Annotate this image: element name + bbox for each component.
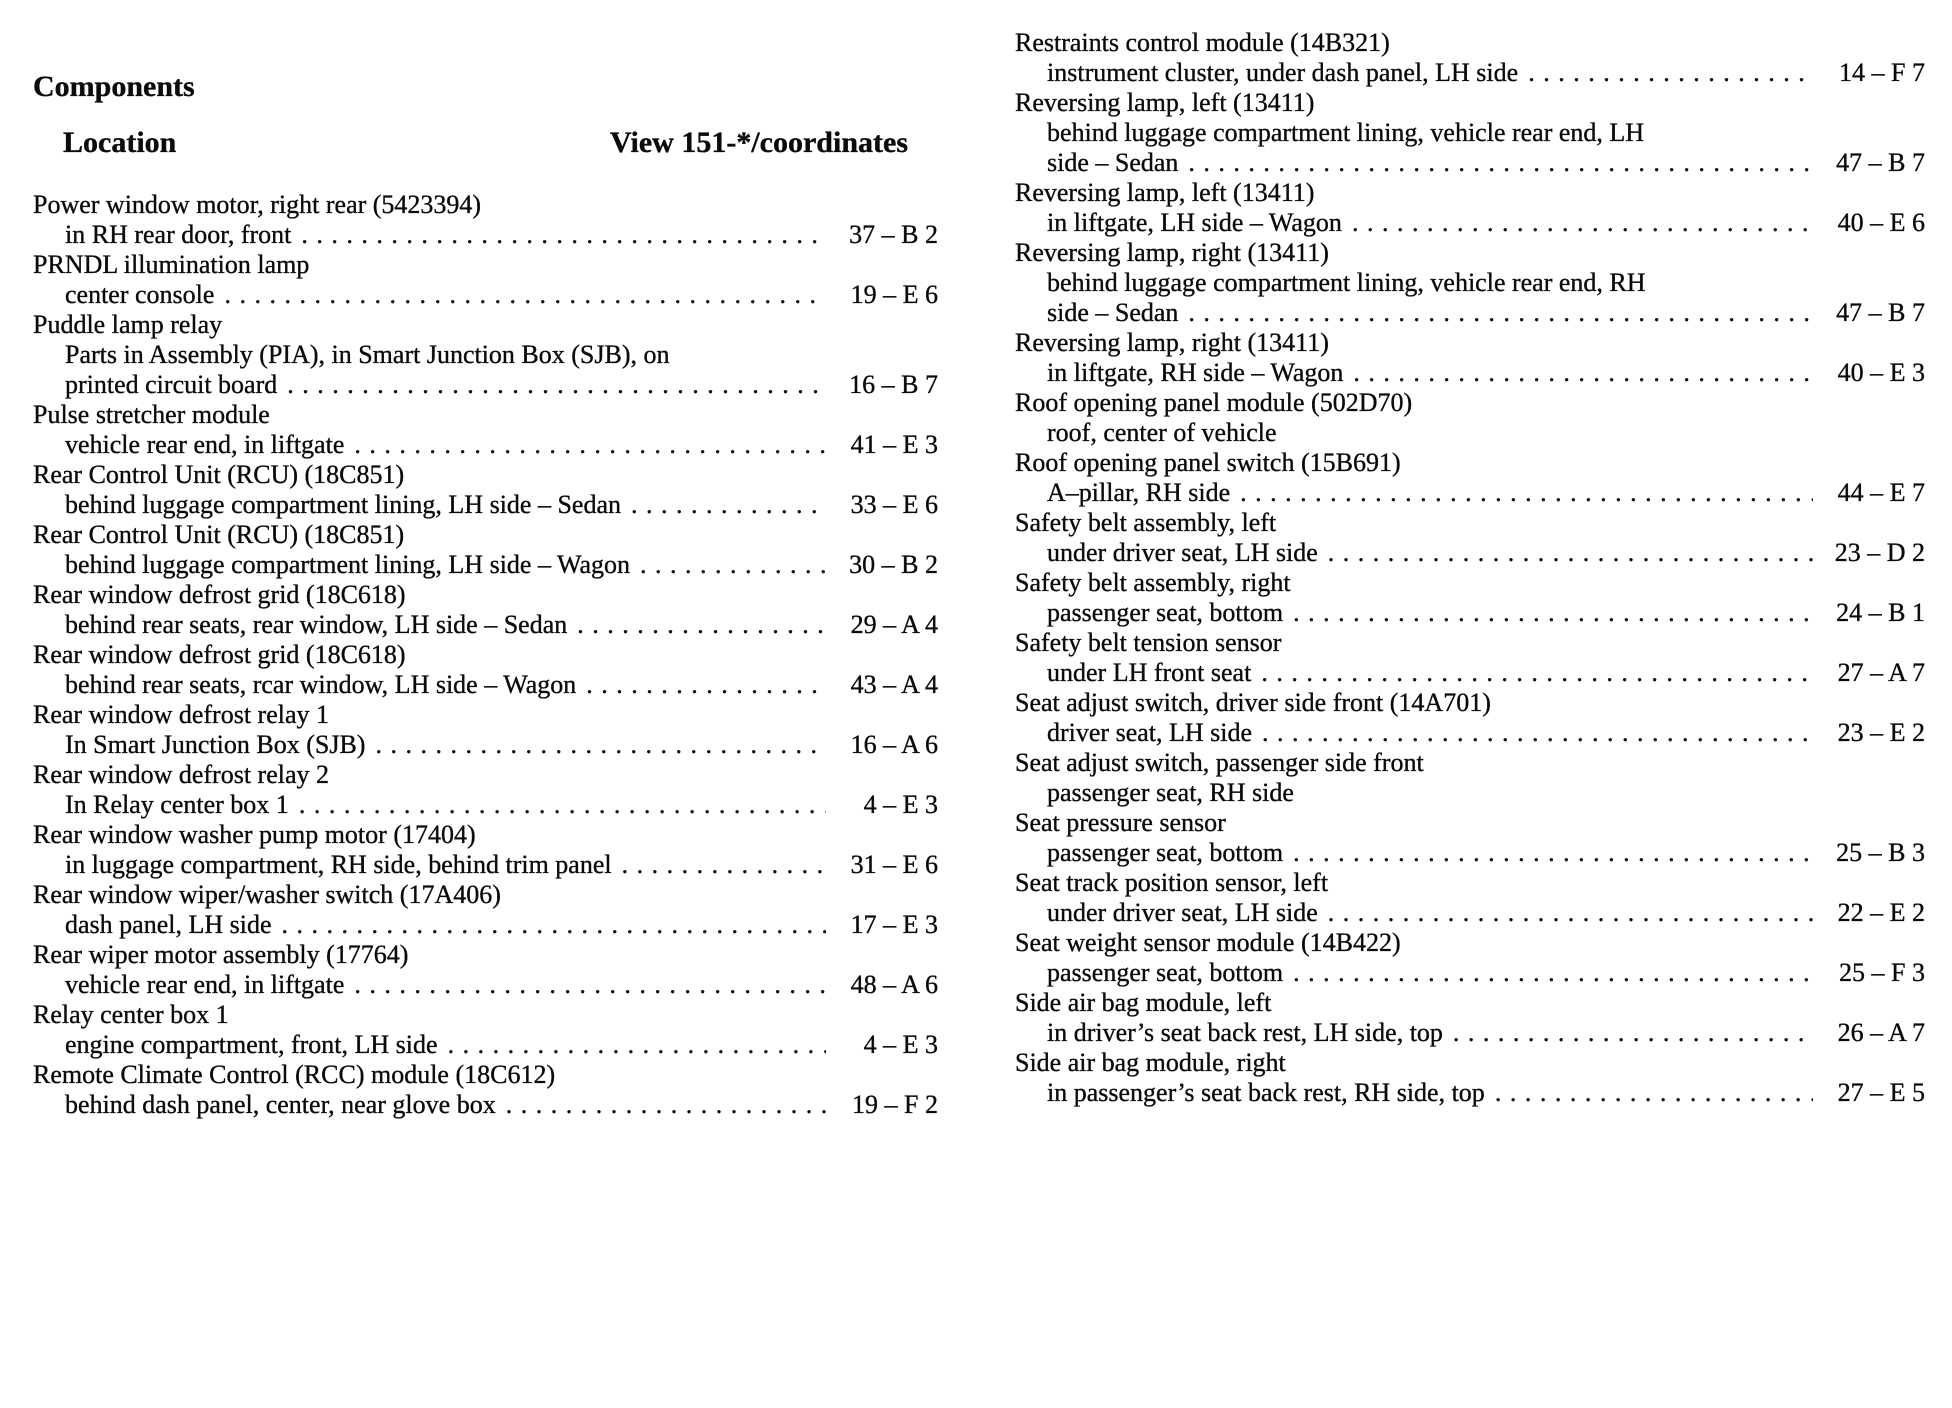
dotted-leader bbox=[224, 280, 826, 310]
component-entry bbox=[1015, 748, 1925, 808]
grid-coordinate: 16 – B 7 bbox=[849, 370, 938, 399]
location-text: passenger seat, bottom bbox=[1047, 838, 1284, 867]
component-list-right bbox=[1015, 28, 1925, 1108]
location-text: A–pillar, RH side bbox=[1047, 478, 1231, 507]
dotted-leader bbox=[1495, 1078, 1813, 1108]
location-text: in liftgate, RH side – Wagon bbox=[1047, 358, 1344, 387]
component-location-line bbox=[33, 430, 938, 460]
location-text: behind luggage compartment lining, LH side – Wagon bbox=[65, 550, 630, 579]
right-column bbox=[1015, 0, 1925, 1108]
component-entry bbox=[1015, 238, 1925, 328]
component-name: Restraints control module (14B321) bbox=[1015, 28, 1390, 57]
component-entry bbox=[1015, 688, 1925, 748]
grid-coordinate: 4 – E 3 bbox=[863, 1030, 938, 1059]
component-entry bbox=[33, 760, 938, 820]
component-entry bbox=[33, 820, 938, 880]
component-entry bbox=[1015, 388, 1925, 448]
component-entry bbox=[33, 190, 938, 250]
component-location-line bbox=[33, 910, 938, 940]
dotted-leader bbox=[622, 850, 826, 880]
dotted-leader bbox=[1293, 958, 1813, 988]
dotted-leader bbox=[577, 610, 826, 640]
location-text: passenger seat, RH side bbox=[1047, 778, 1294, 807]
component-name: Relay center box 1 bbox=[33, 1000, 229, 1029]
location-text: under LH front seat bbox=[1047, 658, 1252, 687]
component-location-line bbox=[33, 1030, 938, 1060]
component-entry bbox=[33, 880, 938, 940]
grid-coordinate: 23 – D 2 bbox=[1834, 538, 1925, 567]
grid-coordinate: 26 – A 7 bbox=[1837, 1018, 1925, 1047]
component-name: Rear window defrost grid (18C618) bbox=[33, 580, 406, 609]
component-entry bbox=[1015, 88, 1925, 178]
location-text: vehicle rear end, in liftgate bbox=[65, 970, 345, 999]
component-location-line bbox=[1015, 1078, 1925, 1108]
component-name: PRNDL illumination lamp bbox=[33, 250, 310, 279]
dotted-leader bbox=[586, 670, 826, 700]
component-location-line bbox=[33, 220, 938, 250]
component-location-line bbox=[33, 970, 938, 1000]
location-text: passenger seat, bottom bbox=[1047, 958, 1284, 987]
component-location-line bbox=[33, 340, 938, 370]
location-text: In Smart Junction Box (SJB) bbox=[65, 730, 366, 759]
location-text: in RH rear door, front bbox=[65, 220, 292, 249]
grid-coordinate: 40 – E 6 bbox=[1837, 208, 1925, 237]
grid-coordinate: 30 – B 2 bbox=[849, 550, 938, 579]
component-name: Seat weight sensor module (14B422) bbox=[1015, 928, 1401, 957]
component-name: Rear Control Unit (RCU) (18C851) bbox=[33, 520, 405, 549]
component-name: Side air bag module, right bbox=[1015, 1048, 1286, 1077]
grid-coordinate: 27 – E 5 bbox=[1837, 1078, 1925, 1107]
dotted-leader bbox=[375, 730, 826, 760]
grid-coordinate: 25 – F 3 bbox=[1839, 958, 1925, 987]
grid-coordinate: 43 – A 4 bbox=[850, 670, 938, 699]
dotted-leader bbox=[299, 790, 826, 820]
location-text: behind luggage compartment lining, LH side – Sedan bbox=[65, 490, 621, 519]
grid-coordinate: 25 – B 3 bbox=[1836, 838, 1925, 867]
component-entry bbox=[1015, 628, 1925, 688]
component-name: Reversing lamp, left (13411) bbox=[1015, 88, 1315, 117]
location-text: behind luggage compartment lining, vehicle rear end, LH bbox=[1047, 118, 1645, 147]
component-entry bbox=[33, 250, 938, 310]
dotted-leader bbox=[282, 910, 826, 940]
grid-coordinate: 27 – A 7 bbox=[1837, 658, 1925, 687]
location-text: in luggage compartment, RH side, behind trim panel bbox=[65, 850, 612, 879]
location-text: instrument cluster, under dash panel, LH side bbox=[1047, 58, 1519, 87]
location-text: Parts in Assembly (PIA), in Smart Junction Box (SJB), on bbox=[65, 340, 670, 369]
location-text: behind dash panel, center, near glove box bbox=[65, 1090, 496, 1119]
component-name: Rear window defrost grid (18C618) bbox=[33, 640, 406, 669]
location-text: side – Sedan bbox=[1047, 298, 1179, 327]
grid-coordinate: 47 – B 7 bbox=[1836, 148, 1925, 177]
component-entry bbox=[33, 520, 938, 580]
dotted-leader bbox=[1528, 58, 1813, 88]
component-location-line bbox=[1015, 538, 1925, 568]
component-name: Power window motor, right rear (5423394) bbox=[33, 190, 482, 219]
location-text: in driver’s seat back rest, LH side, top bbox=[1047, 1018, 1443, 1047]
component-location-line bbox=[33, 1090, 938, 1120]
dotted-leader bbox=[287, 370, 826, 400]
component-name: Roof opening panel module (502D70) bbox=[1015, 388, 1413, 417]
components-heading: Components bbox=[33, 70, 195, 103]
component-location-line bbox=[33, 670, 938, 700]
component-name: Rear window wiper/washer switch (17A406) bbox=[33, 880, 501, 909]
component-name: Safety belt assembly, right bbox=[1015, 568, 1291, 597]
dotted-leader bbox=[1328, 538, 1813, 568]
component-location-line bbox=[33, 490, 938, 520]
grid-coordinate: 17 – E 3 bbox=[850, 910, 938, 939]
component-entry bbox=[33, 1000, 938, 1060]
component-name: Seat adjust switch, driver side front (14A701) bbox=[1015, 688, 1491, 717]
dotted-leader bbox=[354, 970, 826, 1000]
dotted-leader bbox=[301, 220, 826, 250]
dotted-leader bbox=[354, 430, 826, 460]
location-text: printed circuit board bbox=[65, 370, 278, 399]
component-location-line bbox=[1015, 718, 1925, 748]
location-heading: Location bbox=[63, 126, 177, 159]
dotted-leader bbox=[640, 550, 826, 580]
component-entry bbox=[1015, 328, 1925, 388]
component-location-line bbox=[1015, 208, 1925, 238]
component-location-line bbox=[1015, 658, 1925, 688]
component-name: Remote Climate Control (RCC) module (18C612) bbox=[33, 1060, 556, 1089]
component-name: Rear window defrost relay 1 bbox=[33, 700, 330, 729]
component-location-line bbox=[1015, 418, 1925, 448]
grid-coordinate: 44 – E 7 bbox=[1837, 478, 1925, 507]
component-name: Rear window defrost relay 2 bbox=[33, 760, 330, 789]
location-text: side – Sedan bbox=[1047, 148, 1179, 177]
dotted-leader bbox=[1352, 208, 1813, 238]
location-text: behind luggage compartment lining, vehicle rear end, RH bbox=[1047, 268, 1646, 297]
dotted-leader bbox=[1293, 598, 1813, 628]
component-location-line bbox=[1015, 148, 1925, 178]
grid-coordinate: 19 – F 2 bbox=[852, 1090, 938, 1119]
grid-coordinate: 24 – B 1 bbox=[1836, 598, 1925, 627]
grid-coordinate: 33 – E 6 bbox=[850, 490, 938, 519]
dotted-leader bbox=[1328, 898, 1813, 928]
component-location-line bbox=[1015, 838, 1925, 868]
grid-coordinate: 37 – B 2 bbox=[849, 220, 938, 249]
grid-coordinate: 22 – E 2 bbox=[1837, 898, 1925, 927]
grid-coordinate: 23 – E 2 bbox=[1837, 718, 1925, 747]
component-name: Reversing lamp, right (13411) bbox=[1015, 238, 1329, 267]
component-name: Safety belt tension sensor bbox=[1015, 628, 1282, 657]
component-entry bbox=[1015, 868, 1925, 928]
component-entry bbox=[33, 700, 938, 760]
component-name: Rear wiper motor assembly (17764) bbox=[33, 940, 409, 969]
component-entry bbox=[1015, 568, 1925, 628]
component-entry bbox=[1015, 1048, 1925, 1108]
dotted-leader bbox=[448, 1030, 826, 1060]
component-entry bbox=[33, 310, 938, 400]
component-location-line bbox=[1015, 598, 1925, 628]
dotted-leader bbox=[506, 1090, 826, 1120]
component-entry bbox=[1015, 448, 1925, 508]
component-name: Safety belt assembly, left bbox=[1015, 508, 1277, 537]
dotted-leader bbox=[631, 490, 826, 520]
location-text: under driver seat, LH side bbox=[1047, 538, 1318, 567]
location-text: engine compartment, front, LH side bbox=[65, 1030, 438, 1059]
component-entry bbox=[1015, 988, 1925, 1048]
dotted-leader bbox=[1188, 148, 1813, 178]
dotted-leader bbox=[1293, 838, 1813, 868]
component-name: Seat track position sensor, left bbox=[1015, 868, 1329, 897]
component-location-line bbox=[1015, 958, 1925, 988]
component-entry bbox=[1015, 508, 1925, 568]
dotted-leader bbox=[1262, 718, 1813, 748]
component-name: Seat pressure sensor bbox=[1015, 808, 1226, 837]
component-location-line bbox=[1015, 358, 1925, 388]
component-location-line bbox=[33, 790, 938, 820]
grid-coordinate: 4 – E 3 bbox=[863, 790, 938, 819]
location-text: under driver seat, LH side bbox=[1047, 898, 1318, 927]
component-location-line bbox=[33, 550, 938, 580]
location-text: center console bbox=[65, 280, 215, 309]
location-text: in passenger’s seat back rest, RH side, top bbox=[1047, 1078, 1485, 1107]
component-location-line bbox=[1015, 118, 1925, 148]
dotted-leader bbox=[1240, 478, 1813, 508]
grid-coordinate: 31 – E 6 bbox=[850, 850, 938, 879]
grid-coordinate: 19 – E 6 bbox=[850, 280, 938, 309]
location-text: vehicle rear end, in liftgate bbox=[65, 430, 345, 459]
component-location-line bbox=[33, 850, 938, 880]
location-text: behind rear seats, rcar window, LH side – Wagon bbox=[65, 670, 577, 699]
component-entry bbox=[33, 460, 938, 520]
grid-coordinate: 14 – F 7 bbox=[1839, 58, 1925, 87]
component-name: Side air bag module, left bbox=[1015, 988, 1272, 1017]
component-name: Seat adjust switch, passenger side front bbox=[1015, 748, 1424, 777]
component-location-line bbox=[1015, 478, 1925, 508]
component-entry bbox=[1015, 928, 1925, 988]
component-entry bbox=[33, 400, 938, 460]
component-location-line bbox=[33, 730, 938, 760]
component-location-line bbox=[33, 610, 938, 640]
component-location-line bbox=[1015, 1018, 1925, 1048]
component-name: Reversing lamp, left (13411) bbox=[1015, 178, 1315, 207]
grid-coordinate: 16 – A 6 bbox=[850, 730, 938, 759]
view-coordinates-heading: View 151-*/coordinates bbox=[609, 126, 908, 159]
location-text: passenger seat, bottom bbox=[1047, 598, 1284, 627]
component-entry bbox=[33, 940, 938, 1000]
location-text: roof, center of vehicle bbox=[1047, 418, 1277, 447]
component-entry bbox=[33, 640, 938, 700]
component-location-line bbox=[1015, 268, 1925, 298]
component-location-line bbox=[1015, 298, 1925, 328]
location-text: behind rear seats, rear window, LH side – Sedan bbox=[65, 610, 568, 639]
component-entry bbox=[1015, 808, 1925, 868]
component-location-line bbox=[33, 280, 938, 310]
component-entry bbox=[33, 580, 938, 640]
component-location-line bbox=[1015, 58, 1925, 88]
left-column bbox=[33, 0, 938, 1120]
component-entry bbox=[1015, 178, 1925, 238]
component-entry bbox=[1015, 28, 1925, 88]
grid-coordinate: 41 – E 3 bbox=[850, 430, 938, 459]
component-name: Puddle lamp relay bbox=[33, 310, 223, 339]
location-text: dash panel, LH side bbox=[65, 910, 272, 939]
dotted-leader bbox=[1188, 298, 1813, 328]
dotted-leader bbox=[1261, 658, 1813, 688]
grid-coordinate: 29 – A 4 bbox=[850, 610, 938, 639]
component-location-line bbox=[33, 370, 938, 400]
grid-coordinate: 40 – E 3 bbox=[1837, 358, 1925, 387]
dotted-leader bbox=[1453, 1018, 1813, 1048]
location-text: driver seat, LH side bbox=[1047, 718, 1253, 747]
component-location-line bbox=[1015, 898, 1925, 928]
column-headers-row bbox=[33, 126, 938, 160]
component-list-left bbox=[33, 190, 938, 1120]
component-name: Roof opening panel switch (15B691) bbox=[1015, 448, 1401, 477]
component-name: Pulse stretcher module bbox=[33, 400, 270, 429]
grid-coordinate: 48 – A 6 bbox=[850, 970, 938, 999]
component-name: Rear Control Unit (RCU) (18C851) bbox=[33, 460, 405, 489]
grid-coordinate: 47 – B 7 bbox=[1836, 298, 1925, 327]
location-text: In Relay center box 1 bbox=[65, 790, 289, 819]
component-name: Reversing lamp, right (13411) bbox=[1015, 328, 1329, 357]
component-entry bbox=[33, 1060, 938, 1120]
location-text: in liftgate, LH side – Wagon bbox=[1047, 208, 1342, 237]
dotted-leader bbox=[1353, 358, 1813, 388]
component-name: Rear window washer pump motor (17404) bbox=[33, 820, 476, 849]
component-location-line bbox=[1015, 778, 1925, 808]
